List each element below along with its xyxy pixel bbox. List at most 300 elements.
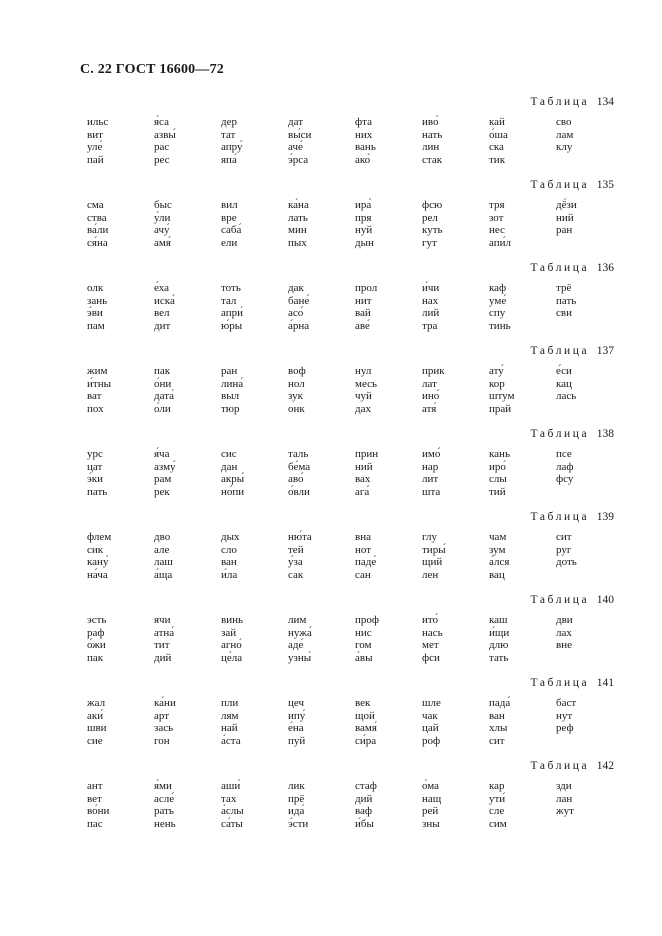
syllable-cell: трё (556, 282, 572, 294)
table-block (0, 345, 662, 428)
syllable-cell: рей (422, 805, 439, 817)
syllable-cell: ели (221, 236, 238, 249)
syllable-cell: зась (154, 722, 174, 734)
syllable-cell: лах (556, 626, 572, 639)
syllable-cell: дер (221, 116, 237, 128)
table-block (0, 179, 662, 262)
syllable-cell: урс (87, 448, 103, 460)
syllable-cell: кань (489, 448, 510, 460)
syllable-cell: пря (355, 211, 372, 224)
syllable-cell: апри́ (221, 307, 244, 319)
syllable-cell: атя́ (422, 402, 437, 415)
syllable-cell: баст (556, 697, 577, 709)
syllable-cell: и́ла (221, 568, 238, 581)
syllable-cell: дак (288, 282, 304, 294)
syllable-cell: тиры́ (422, 543, 446, 556)
syllable-cell: пать (87, 485, 108, 498)
syllable-cell: сит (556, 531, 572, 543)
syllable-cell: а́ста (221, 734, 241, 747)
syllable-cell: дви (556, 614, 573, 626)
syllable-cell: мет (422, 639, 439, 651)
syllable-cell: на́ча (87, 568, 108, 581)
syllable-cell: онк (288, 402, 305, 415)
syllable-cell: глу (422, 531, 437, 543)
syllable-cell: эсть (87, 614, 107, 626)
syllable-cell: нащ (422, 792, 442, 805)
syllable-cell: сак (288, 568, 304, 581)
syllable-cell: бе́ма (288, 460, 311, 473)
syllable-cell: ант (87, 780, 103, 792)
syllable-cell: пли (221, 697, 239, 709)
syllable-cell: флем (87, 531, 112, 543)
table-block (0, 594, 662, 677)
syllable-cell: прё (288, 792, 305, 805)
syllable-cell: э́ки (87, 473, 103, 485)
syllable-cell: нит (355, 294, 372, 307)
syllable-cell: дво (154, 531, 171, 543)
table-caption-word: Таблица (530, 179, 590, 191)
syllable-cell: псе (556, 448, 572, 460)
syllable-cell: ран (556, 224, 573, 236)
syllable-cell: жут (556, 805, 574, 817)
syllable-cell: каф (489, 282, 507, 294)
syllable-cell: аво́ (288, 473, 304, 485)
syllable-cell: тря (489, 199, 505, 211)
table-caption (531, 760, 615, 772)
table-caption-word: Таблица (530, 594, 590, 606)
syllable-cell: япа́ (221, 153, 237, 166)
syllable-grid (87, 531, 623, 581)
table-caption (531, 179, 615, 191)
syllable-cell: пай (87, 153, 104, 166)
syllable-cell: тей (288, 543, 304, 556)
syllable-cell: дын (355, 236, 374, 249)
syllable-cell: таль (288, 448, 309, 460)
syllable-cell: ний (556, 211, 574, 224)
syllable-cell: тит (154, 639, 170, 651)
syllable-cell: ска (489, 141, 504, 153)
syllable-cell: дё́зи (556, 199, 577, 211)
syllable-cell: акры́ (221, 473, 245, 485)
syllable-cell: пых (288, 236, 307, 249)
syllable-cell: нать (422, 128, 443, 141)
syllable-cell: сма (87, 199, 104, 211)
syllable-cell: лаф (556, 460, 574, 473)
syllable-cell: э́рса (288, 153, 309, 166)
syllable-cell: дан (221, 460, 238, 473)
syllable-grid (87, 697, 623, 747)
syllable-cell: а́лся (489, 556, 510, 568)
syllable-cell: лина́ (221, 377, 244, 390)
syllable-cell: ипу́ (288, 709, 306, 722)
syllable-cell: пада́ (489, 697, 511, 709)
syllable-cell (556, 569, 623, 582)
syllable-cell: доть (556, 556, 577, 568)
syllable-cell: сво (556, 116, 572, 128)
syllable-cell: нужа́ (288, 626, 312, 639)
syllable-cell: вет (87, 792, 102, 805)
syllable-cell: аве́ (355, 319, 370, 332)
syllable-cell: сло (221, 543, 237, 556)
syllable-cell: прол (355, 282, 378, 294)
syllable-cell: лям (221, 709, 239, 722)
syllable-cell: лен (422, 568, 439, 581)
syllable-cell: лам (556, 128, 574, 141)
syllable-cell: тинь (489, 319, 511, 332)
syllable-cell: тах (221, 792, 237, 805)
table-caption-word: Таблица (530, 760, 590, 772)
syllable-cell: узны́ (288, 651, 312, 664)
syllable-cell: дах (355, 402, 371, 415)
table-block (0, 511, 662, 594)
syllable-cell: шта (422, 485, 441, 498)
syllable-cell: ран (221, 365, 238, 377)
syllable-cell: вы́си (288, 128, 312, 141)
syllable-cell: дий (154, 651, 172, 664)
syllable-cell: хлы (489, 722, 508, 734)
syllable-cell: але (154, 543, 170, 556)
syllable-cell: я́ча (154, 448, 170, 460)
syllable-cell: зны (422, 817, 440, 830)
syllable-grid (87, 780, 623, 830)
syllable-cell: мин (288, 224, 307, 236)
syllable-cell: вел (154, 307, 170, 319)
syllable-cell: зот (489, 211, 504, 224)
page-header: С. 22 ГОСТ 16600—72 (80, 62, 224, 77)
syllable-cell: вне (556, 639, 572, 651)
syllable-cell: паде́ (355, 556, 377, 568)
syllable-cell: слы (489, 473, 507, 485)
syllable-cell (556, 154, 623, 167)
table-number: 141 (596, 677, 614, 689)
syllable-cell: гон (154, 734, 170, 747)
syllable-cell: уме́ (489, 294, 507, 307)
tables-container (0, 96, 662, 843)
syllable-cell: чуй (355, 390, 372, 402)
syllable-cell: нул (355, 365, 372, 377)
syllable-grid (87, 614, 623, 664)
table-block (0, 428, 662, 511)
syllable-grid (87, 365, 623, 415)
syllable-cell: вре (221, 211, 237, 224)
syllable-cell: нар (422, 460, 439, 473)
syllable-cell: иро́ (489, 460, 506, 473)
syllable-cell: ячи (154, 614, 171, 626)
table-block (0, 677, 662, 760)
syllable-cell: ути́ (489, 792, 506, 805)
syllable-cell (556, 735, 623, 748)
syllable-cell: лим (288, 614, 307, 626)
syllable-cell: шви (87, 722, 107, 734)
syllable-cell: сим (489, 817, 507, 830)
syllable-cell: е́на (288, 722, 304, 734)
syllable-cell: олк (87, 282, 104, 294)
table-caption-word: Таблица (530, 96, 590, 108)
syllable-cell: тра (422, 319, 438, 332)
syllable-cell: иво́ (422, 116, 439, 128)
syllable-cell: лин (422, 141, 440, 153)
syllable-cell: ага́ (355, 485, 370, 498)
syllable-cell: лат (422, 377, 437, 390)
syllable-cell: куть (422, 224, 443, 236)
table-number: 140 (596, 594, 614, 606)
syllable-cell: са́ты (221, 817, 243, 830)
syllable-cell: тюр (221, 402, 240, 415)
syllable-cell (556, 403, 623, 416)
syllable-cell: асо́ (288, 307, 304, 319)
syllable-cell: зань (87, 294, 108, 307)
syllable-cell: дат (288, 116, 304, 128)
syllable-cell: ка́на (288, 199, 309, 211)
syllable-cell: пас (87, 817, 103, 830)
syllable-cell: а́вы (355, 651, 373, 664)
syllable-cell: и́чи (422, 282, 440, 294)
syllable-cell: нень (154, 817, 176, 830)
syllable-cell: каш (489, 614, 508, 626)
table-caption (531, 96, 615, 108)
syllable-cell: нах (422, 294, 439, 307)
syllable-cell: реф (556, 722, 574, 734)
table-caption-word: Таблица (530, 428, 590, 440)
table-caption-word: Таблица (530, 511, 590, 523)
syllable-cell: дата́ (154, 390, 175, 402)
syllable-cell: дий (355, 792, 373, 805)
syllable-cell: лий (422, 307, 440, 319)
syllable-cell: фта (355, 116, 372, 128)
syllable-cell: лаш (154, 556, 173, 568)
syllable-cell: амя́ (154, 236, 171, 249)
syllable-cell: лит (422, 473, 439, 485)
syllable-cell: бане́ (288, 294, 310, 307)
syllable-cell: ва́ли (87, 224, 109, 236)
syllable-cell: пать (556, 294, 577, 307)
table-block (0, 262, 662, 345)
syllable-cell: прик (422, 365, 445, 377)
syllable-cell: рел (422, 211, 438, 224)
syllable-cell: и́бы (355, 817, 374, 830)
syllable-cell: аде́ (288, 639, 304, 651)
syllable-cell: кор (489, 377, 505, 390)
syllable-cell: месь (355, 377, 378, 390)
syllable-cell: ват (87, 390, 102, 402)
syllable-cell: нут (556, 709, 573, 722)
syllable-cell: прин (355, 448, 379, 460)
syllable-cell: ачу́ (154, 224, 170, 236)
table-number: 135 (596, 179, 614, 191)
syllable-cell: цеч (288, 697, 305, 709)
syllable-cell: нуй (355, 224, 373, 236)
syllable-cell: рам (154, 473, 172, 485)
syllable-cell: агно́ (221, 639, 242, 651)
syllable-cell: асле́ (154, 792, 175, 805)
syllable-cell: длю (489, 639, 509, 651)
syllable-cell: жал (87, 697, 106, 709)
syllable-cell: а́рна (288, 319, 310, 332)
syllable-cell: цай (422, 722, 439, 734)
syllable-cell: роф (422, 734, 441, 747)
syllable-cell: иска́ (154, 294, 175, 307)
syllable-cell: воф (288, 365, 306, 377)
syllable-cell: сие (87, 734, 103, 747)
syllable-cell: сви (556, 307, 572, 319)
table-number: 142 (596, 760, 614, 772)
syllable-cell: сле (489, 805, 505, 817)
syllable-cell: у́за (288, 556, 303, 568)
syllable-cell (556, 320, 623, 333)
syllable-cell: е́си (556, 365, 572, 377)
syllable-cell: е́ха (154, 282, 169, 294)
syllable-cell: штум (489, 390, 515, 402)
syllable-cell: фси (422, 651, 440, 664)
syllable-cell: тал (221, 294, 237, 307)
syllable-cell: и́щи (489, 626, 510, 639)
syllable-cell: рать (154, 805, 174, 817)
syllable-cell: най (221, 722, 238, 734)
syllable-cell: дит (154, 319, 171, 332)
syllable-cell: сит (489, 734, 505, 747)
table-caption (531, 511, 615, 523)
syllable-cell: стаф (355, 780, 377, 792)
syllable-cell: стак (422, 153, 443, 166)
syllable-cell: кац (556, 377, 572, 390)
syllable-grid (87, 199, 623, 249)
syllable-cell: сан (355, 568, 371, 581)
syllable-cell: и́тны (87, 377, 111, 390)
syllable-cell: жим (87, 365, 108, 377)
syllable-cell: вна (355, 531, 371, 543)
syllable-cell: ито́ (422, 614, 439, 626)
syllable-cell: о́ма (422, 780, 440, 792)
syllable-cell: ван (221, 556, 237, 568)
syllable-cell: а́ща (154, 568, 173, 581)
syllable-cell: уле́ (87, 141, 103, 153)
syllable-cell: о́вли (288, 485, 310, 498)
syllable-cell: ино́ (422, 390, 440, 402)
syllable-cell: у́ли (154, 211, 171, 224)
syllable-cell: ний (355, 460, 373, 473)
syllable-cell: руг (556, 543, 572, 556)
syllable-cell: ильс (87, 116, 109, 128)
syllable-cell: лик (288, 780, 305, 792)
table-block (0, 96, 662, 179)
syllable-cell: пох (87, 402, 104, 415)
syllable-cell (556, 486, 623, 499)
syllable-cell: о́жи (87, 639, 106, 651)
table-caption (531, 262, 615, 274)
syllable-cell: нась (422, 626, 443, 639)
syllable-cell: э́ви (87, 307, 103, 319)
syllable-cell: зай (221, 626, 237, 639)
syllable-cell: я́са (154, 116, 169, 128)
syllable-cell: быс (154, 199, 172, 211)
syllable-cell: прай (489, 402, 512, 415)
table-number: 137 (596, 345, 614, 357)
syllable-cell: ида́ (288, 805, 305, 817)
syllable-cell: це́ла (221, 651, 243, 664)
syllable-cell: зук (288, 390, 303, 402)
syllable-cell: апи́л (489, 236, 511, 249)
syllable-cell (556, 818, 623, 831)
table-caption (531, 594, 615, 606)
syllable-cell: сик (87, 543, 104, 556)
table-caption (531, 677, 615, 689)
syllable-cell: вай (355, 307, 371, 319)
syllable-cell: но́пи (221, 485, 245, 498)
syllable-cell: аче́ (288, 141, 303, 153)
syllable-cell: тать (489, 651, 509, 664)
syllable-cell: кану́ (87, 556, 109, 568)
syllable-cell: фсу (556, 473, 574, 485)
syllable-cell: э́сти (288, 817, 309, 830)
syllable-cell: вит (87, 128, 103, 141)
syllable-cell: вамя́ (355, 722, 377, 734)
syllable-cell: спу (489, 307, 506, 319)
syllable-cell: о́ли (154, 402, 171, 415)
table-caption-word: Таблица (530, 677, 590, 689)
syllable-cell: них (355, 128, 373, 141)
syllable-cell: тий (489, 485, 506, 498)
syllable-cell: чак (422, 709, 438, 722)
syllable-cell: рес (154, 153, 170, 166)
syllable-cell: нол (288, 377, 305, 390)
syllable-cell: вах (355, 473, 371, 485)
syllable-cell: лать (288, 211, 308, 224)
table-number: 134 (596, 96, 614, 108)
syllable-cell: азму́ (154, 460, 176, 473)
syllable-cell: винь (221, 614, 243, 626)
syllable-cell: век (355, 697, 371, 709)
syllable-cell: ван (489, 709, 505, 722)
syllable-grid (87, 448, 623, 498)
syllable-cell: выл (221, 390, 240, 402)
syllable-cell: лан (556, 792, 573, 805)
syllable-cell: рас (154, 141, 170, 153)
syllable-cell: тоть (221, 282, 241, 294)
syllable-cell: тат (221, 128, 236, 141)
syllable-grid (87, 282, 623, 332)
syllable-cell: зди (556, 780, 572, 792)
syllable-cell: ства (87, 211, 107, 224)
syllable-cell: сис (221, 448, 237, 460)
syllable-cell: раф (87, 626, 105, 639)
syllable-cell: гом (355, 639, 372, 651)
syllable-cell: а́слы (221, 805, 244, 817)
syllable-cell: рек (154, 485, 170, 498)
syllable-cell: арт (154, 709, 170, 722)
syllable-cell: вил (221, 199, 238, 211)
syllable-cell: я́ми (154, 780, 172, 792)
syllable-cell: лась (556, 390, 577, 402)
syllable-cell: пуй (288, 734, 306, 747)
table-block (0, 760, 662, 843)
syllable-cell: ню́та (288, 531, 312, 543)
syllable-cell: ваф (355, 805, 373, 817)
syllable-cell: цат (87, 460, 103, 473)
table-number: 138 (596, 428, 614, 440)
syllable-cell: пам (87, 319, 105, 332)
syllable-cell: нот (355, 543, 372, 556)
syllable-cell: во́ни (87, 805, 110, 817)
syllable-cell (556, 652, 623, 665)
syllable-cell: азвы́ (154, 128, 176, 141)
syllable-cell: атна́ (154, 626, 175, 639)
syllable-cell: щой (355, 709, 375, 722)
syllable-cell: чам (489, 531, 507, 543)
syllable-cell: шле (422, 697, 441, 709)
syllable-cell: дых (221, 531, 240, 543)
syllable-cell: нес (489, 224, 505, 236)
syllable-cell: зум (489, 543, 506, 556)
